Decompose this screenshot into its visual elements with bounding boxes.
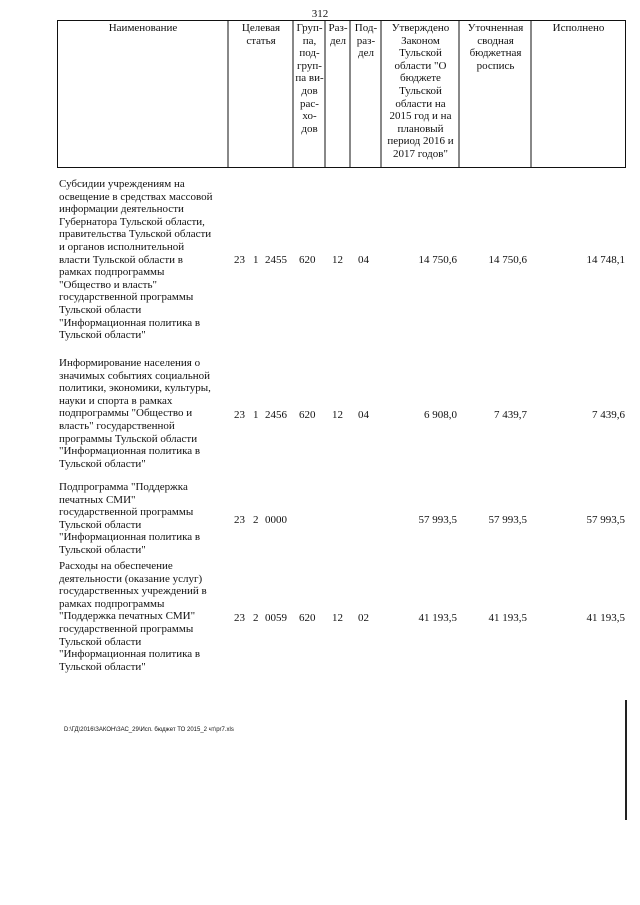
row-name-line: освещение в средствах массовой	[59, 190, 213, 203]
row-name-line: Тульской области	[59, 303, 142, 316]
subsection-code: 04	[358, 254, 369, 266]
target-code-a: 23	[234, 254, 245, 266]
header-approved	[382, 22, 459, 161]
row-name	[59, 357, 231, 470]
row-name-line: печатных СМИ"	[59, 493, 136, 506]
approved-amount: 6 908,0	[424, 409, 457, 421]
row-name-line: Тульской области"	[59, 660, 146, 673]
header-group-line: па,	[302, 34, 317, 47]
footer-file-path: D:\ГД\2016\ЗАКОН\ЗАС_29\Исп. бюджет ТО 2015_2 чт\pr7.xls	[64, 727, 234, 733]
target-code-b: 1	[253, 409, 259, 421]
row-name-line: Подпрограмма "Поддержка	[59, 481, 188, 493]
header-approved-line: области "О	[394, 59, 447, 72]
row-name-line: государственных учреждений в	[59, 585, 207, 598]
row-name-line: Расходы на обеспечение	[59, 560, 173, 572]
header-approved-line: Законом	[401, 34, 440, 47]
target-code-c: 0000	[265, 514, 287, 526]
header-group-line: груп-	[297, 59, 322, 72]
row-name	[59, 560, 231, 673]
subsection-code: 02	[358, 612, 369, 624]
header-group	[294, 22, 325, 135]
row-name-line: значимых событиях социальной	[59, 369, 210, 382]
header-subsection	[351, 22, 381, 60]
row-name-line: Тульской области"	[59, 543, 146, 556]
row-name	[59, 178, 231, 342]
target-code-a: 23	[234, 409, 245, 421]
row-name-line: "Информационная политика в	[59, 531, 201, 544]
target-code-c: 0059	[265, 612, 287, 624]
header-group-line: па ви-	[295, 72, 324, 85]
row-name-line: власти Тульской области в	[59, 253, 183, 266]
header-refined-line: роспись	[476, 59, 515, 72]
header-group-line: дов	[301, 84, 318, 97]
refined-amount: 14 750,6	[488, 254, 527, 266]
row-name-line: рамках подпрограммы	[59, 597, 165, 610]
subsection-code: 04	[358, 409, 369, 421]
header-executed-line: Исполнено	[552, 22, 605, 34]
header-refined	[460, 22, 531, 72]
header-subsection-line: дел	[358, 47, 374, 60]
header-approved-line: бюджете	[400, 72, 441, 85]
group-code: 620	[299, 409, 316, 421]
header-approved-line: Тульской	[399, 47, 442, 60]
row-name-line: Тульской области"	[59, 457, 146, 470]
header-section-line: Раз-	[328, 22, 348, 34]
header-target-line: статья	[246, 34, 276, 47]
row-name-line: деятельности (оказание услуг)	[59, 572, 203, 585]
approved-amount: 57 993,5	[418, 514, 457, 526]
header-refined-line: бюджетная	[469, 47, 522, 60]
header-refined-line: Уточненная	[467, 22, 524, 34]
header-approved-line: плановый	[397, 122, 444, 135]
header-approved-line: 2017 годов"	[393, 147, 448, 160]
header-group-line: рас-	[300, 97, 319, 110]
executed-amount: 57 993,5	[586, 514, 625, 526]
row-name-line: Информирование населения о	[59, 357, 201, 369]
row-name-line: Тульской области"	[59, 329, 146, 342]
target-code-c: 2456	[265, 409, 287, 421]
row-name-line: государственной программы	[59, 291, 194, 304]
header-group-line: дов	[301, 122, 318, 135]
header-target-line: Целевая	[241, 22, 281, 34]
header-group-line: под-	[299, 47, 320, 60]
section-code: 12	[332, 254, 343, 266]
page-number: 312	[311, 8, 329, 20]
section-code: 12	[332, 409, 343, 421]
header-group-line: хо-	[302, 110, 317, 123]
row-name-line: политики, экономики, культуры,	[59, 382, 211, 395]
row-name-line: "Информационная политика в	[59, 316, 201, 329]
header-name: Наименование	[108, 22, 178, 34]
header-approved-line: области на	[395, 97, 446, 110]
scan-edge-mark	[625, 700, 627, 820]
row-name-line: Тульской области	[59, 635, 142, 648]
refined-amount: 7 439,7	[494, 409, 527, 421]
row-name-line: "Общество и власть"	[59, 278, 157, 291]
row-name-line: "Поддержка печатных СМИ"	[59, 610, 196, 623]
row-name-line: государственной программы	[59, 622, 194, 635]
row-name-line: Губернатора Тульской области,	[59, 215, 205, 228]
approved-amount: 41 193,5	[418, 612, 457, 624]
row-name-line: программы Тульской области	[59, 432, 198, 445]
executed-amount: 14 748,1	[586, 254, 625, 266]
executed-amount: 7 439,6	[592, 409, 625, 421]
group-code: 620	[299, 612, 316, 624]
target-code-a: 23	[234, 514, 245, 526]
row-name-line: власть" государственной	[59, 419, 175, 432]
row-name-line: "Информационная политика в	[59, 445, 201, 458]
header-approved-line: 2015 год и на	[389, 110, 452, 123]
header-executed	[532, 22, 625, 35]
row-name-line: подпрограммы "Общество и	[59, 407, 193, 420]
row-name-line: правительства Тульской области	[59, 228, 212, 241]
section-code: 12	[332, 612, 343, 624]
header-section-line: дел	[330, 34, 346, 47]
header-approved-line: Тульской	[399, 84, 442, 97]
row-name-line: информации деятельности	[59, 203, 184, 216]
target-code-b: 2	[253, 514, 259, 526]
row-name-line: и органов исполнительной	[59, 240, 185, 253]
approved-amount: 14 750,6	[418, 254, 457, 266]
row-name-line: науки и спорта в рамках	[59, 394, 173, 407]
row-name-line: Тульской области	[59, 518, 142, 531]
row-name-line: "Информационная политика в	[59, 648, 201, 661]
target-code-c: 2455	[265, 254, 287, 266]
header-subsection-line: раз-	[356, 34, 376, 47]
header-group-line: Груп-	[296, 22, 323, 34]
header-section	[326, 22, 350, 47]
header-approved-line: период 2016 и	[387, 135, 454, 148]
header-approved-line: Утверждено	[391, 22, 450, 34]
header-refined-line: сводная	[477, 34, 514, 47]
row-name-line: государственной программы	[59, 506, 194, 519]
row-name-line: Субсидии учреждениям на	[59, 178, 185, 190]
row-name	[59, 481, 231, 557]
refined-amount: 57 993,5	[488, 514, 527, 526]
group-code: 620	[299, 254, 316, 266]
header-subsection-line: Под-	[354, 22, 378, 34]
header-target	[229, 22, 293, 47]
executed-amount: 41 193,5	[586, 612, 625, 624]
target-code-b: 1	[253, 254, 259, 266]
row-name-line: рамках подпрограммы	[59, 266, 165, 279]
refined-amount: 41 193,5	[488, 612, 527, 624]
target-code-b: 2	[253, 612, 259, 624]
target-code-a: 23	[234, 612, 245, 624]
